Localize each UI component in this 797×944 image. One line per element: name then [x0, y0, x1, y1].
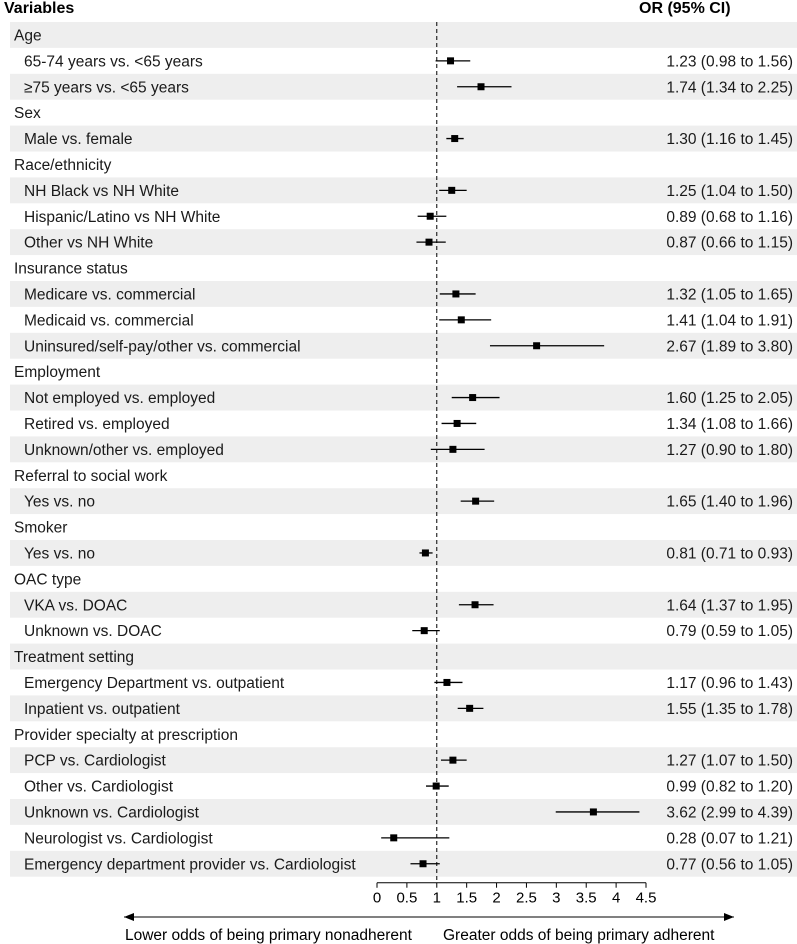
row-label: Medicaid vs. commercial: [24, 312, 194, 330]
or-point: [472, 498, 479, 505]
or-ci-value: 1.17 (0.96 to 1.43): [666, 674, 793, 692]
or-ci-value: 0.28 (0.07 to 1.21): [666, 830, 793, 848]
x-tick-label: 0.5: [396, 889, 418, 907]
or-ci-value: 1.74 (1.34 to 2.25): [666, 79, 793, 97]
row-label: ≥75 years vs. <65 years: [24, 79, 189, 97]
or-ci-header: OR (95% CI): [639, 0, 731, 17]
row-label: Emergency department provider vs. Cardiologist: [24, 856, 356, 874]
or-ci-value: 1.64 (1.37 to 1.95): [666, 597, 793, 615]
row-label: Not employed vs. employed: [24, 390, 216, 408]
or-point: [426, 239, 433, 246]
or-ci-value: 2.67 (1.89 to 3.80): [666, 338, 793, 356]
group-label: OAC type: [14, 571, 82, 589]
or-ci-value: 0.87 (0.66 to 1.15): [666, 234, 793, 252]
row-label: Other vs. Cardiologist: [24, 778, 174, 796]
or-ci-value: 1.30 (1.16 to 1.45): [666, 131, 793, 149]
x-tick-label: 4.5: [635, 889, 657, 907]
row-label: Yes vs. no: [24, 493, 95, 511]
group-label: Age: [14, 27, 42, 45]
group-label: Provider specialty at prescription: [14, 726, 238, 744]
or-point: [533, 342, 540, 349]
or-ci-value: 1.23 (0.98 to 1.56): [666, 53, 793, 71]
or-point: [427, 213, 434, 220]
or-ci-value: 0.77 (0.56 to 1.05): [666, 856, 793, 874]
or-point: [433, 783, 440, 790]
group-label: Smoker: [14, 519, 68, 537]
row-label: Unknown vs. DOAC: [24, 623, 162, 641]
or-point: [421, 627, 428, 634]
or-ci-value: 1.55 (1.35 to 1.78): [666, 700, 793, 718]
or-point: [472, 601, 479, 608]
or-ci-value: 1.41 (1.04 to 1.91): [666, 312, 793, 330]
group-label: Sex: [14, 105, 41, 123]
row-label: Retired vs. employed: [24, 415, 170, 433]
row-label: Neurologist vs. Cardiologist: [24, 830, 213, 848]
or-point: [449, 446, 456, 453]
row-label: Unknown vs. Cardiologist: [24, 804, 199, 822]
or-point: [466, 705, 473, 712]
x-tick-label: 3.5: [575, 889, 597, 907]
or-ci-value: 0.81 (0.71 to 0.93): [666, 545, 793, 563]
row-label: Yes vs. no: [24, 545, 95, 563]
variables-header: Variables: [4, 0, 75, 17]
or-ci-value: 1.27 (0.90 to 1.80): [666, 441, 793, 459]
or-ci-value: 1.34 (1.08 to 1.66): [666, 415, 793, 433]
x-axis: [373, 883, 657, 907]
row-label: 65-74 years vs. <65 years: [24, 53, 203, 71]
left-arrow-head: [124, 913, 134, 921]
or-ci-value: 1.32 (1.05 to 1.65): [666, 286, 793, 304]
or-ci-value: 3.62 (2.99 to 4.39): [666, 804, 793, 822]
or-ci-value: 0.99 (0.82 to 1.20): [666, 778, 793, 796]
row-label: Hispanic/Latino vs NH White: [24, 208, 221, 226]
row-label: NH Black vs NH White: [24, 182, 180, 200]
group-label: Insurance status: [14, 260, 128, 278]
x-tick-label: 1.5: [456, 889, 478, 907]
row-stripe: [10, 22, 797, 48]
or-ci-value: 1.27 (1.07 to 1.50): [666, 752, 793, 770]
x-tick-label: 1: [432, 889, 441, 907]
row-label: Unknown/other vs. employed: [24, 441, 224, 459]
x-tick-label: 2.5: [516, 889, 537, 907]
row-label: Inpatient vs. outpatient: [24, 700, 180, 718]
or-point: [478, 83, 485, 90]
or-ci-value: 0.79 (0.59 to 1.05): [666, 623, 793, 641]
or-ci-value: 0.89 (0.68 to 1.16): [666, 208, 793, 226]
row-label: PCP vs. Cardiologist: [24, 752, 166, 770]
or-point: [390, 834, 397, 841]
axis-captions: [124, 913, 734, 944]
or-point: [443, 679, 450, 686]
row-label: Uninsured/self-pay/other vs. commercial: [24, 338, 301, 356]
or-point: [452, 290, 459, 297]
row-label: Emergency Department vs. outpatient: [24, 674, 285, 692]
row-label: Medicare vs. commercial: [24, 286, 196, 304]
x-tick-label: 0: [372, 889, 382, 907]
or-point: [458, 316, 465, 323]
or-point: [451, 135, 458, 142]
group-label: Referral to social work: [14, 467, 168, 485]
group-label: Race/ethnicity: [14, 156, 112, 174]
x-tick-label: 2: [492, 889, 501, 907]
or-point: [454, 420, 461, 427]
right-caption: Greater odds of being primary adherent: [443, 927, 715, 944]
or-point: [422, 549, 429, 556]
or-point: [448, 187, 455, 194]
left-caption: Lower odds of being primary nonadherent: [125, 927, 412, 944]
row-label: VKA vs. DOAC: [24, 597, 128, 615]
or-ci-value: 1.60 (1.25 to 2.05): [666, 390, 793, 408]
row-label: Male vs. female: [24, 131, 133, 149]
x-tick-label: 4: [611, 889, 621, 907]
right-arrow-head: [724, 913, 734, 921]
row-label: Other vs NH White: [24, 234, 154, 252]
x-tick-label: 3: [552, 889, 561, 907]
or-ci-value: 1.65 (1.40 to 1.96): [666, 493, 793, 511]
or-point: [469, 394, 476, 401]
group-label: Employment: [14, 364, 101, 382]
or-point: [449, 757, 456, 764]
or-point: [590, 808, 597, 815]
or-point: [420, 860, 427, 867]
group-label: Treatment setting: [14, 649, 135, 667]
or-ci-value: 1.25 (1.04 to 1.50): [666, 182, 793, 200]
or-point: [447, 57, 454, 64]
